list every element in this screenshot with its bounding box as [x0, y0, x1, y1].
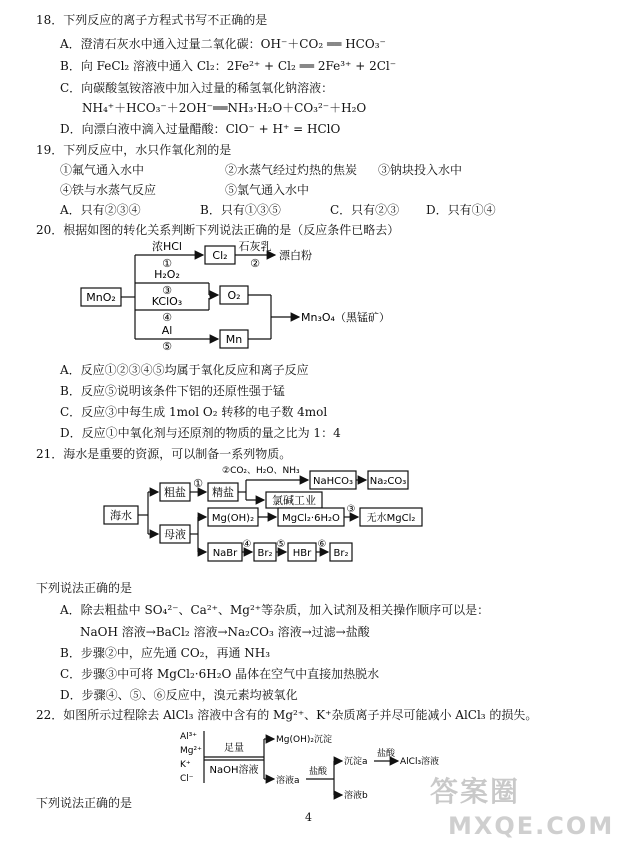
q21-option-a: A．除去粗盐中 SO₄²⁻、Ca²⁺、Mg²⁺等杂质，加入试剂及相关操作顺序可以是：	[60, 603, 490, 617]
q22-chendian-a: 沉淀a	[344, 757, 368, 767]
q20-n1: ①	[162, 257, 172, 270]
q21-option-a-sequence: NaOH 溶液→BaCl₂ 溶液→Na₂CO₃ 溶液→过滤→盐酸	[80, 625, 370, 639]
q21-br2a: Br₂	[257, 548, 273, 559]
q21-mgoh2: Mg(OH)₂	[211, 513, 255, 524]
q21-n3: ③	[346, 504, 356, 515]
q20-hcl: 浓HCl	[151, 240, 183, 253]
q20-stem: 20．根据如图的转化关系判断下列说法正确的是（反应条件已略去）	[36, 223, 400, 237]
q22-lead: 下列说法正确的是	[36, 796, 133, 810]
watermark-logo: 答案圈	[430, 775, 521, 808]
q19-option-c: C．只有②③	[330, 203, 400, 217]
q20-n5: ⑤	[162, 340, 172, 353]
q20-shihuiru: 石灰乳	[238, 240, 272, 253]
q22-rongye-b: 溶液b	[344, 791, 368, 801]
q22-stem: 22．如图所示过程除去 AlCl₃ 溶液中含有的 Mg²⁺、K⁺杂质离子并尽可能减小 AlCl₃ 的损失。	[36, 708, 538, 722]
q20-kclo3: KClO₃	[151, 295, 183, 308]
q21-cuyan: 粗盐	[164, 486, 186, 499]
q22-mgoh2: Mg(OH)₂沉淀	[276, 735, 332, 745]
q18-option-c: C．向碳酸氢铵溶液中加入过量的稀氢氧化钠溶液：	[60, 81, 334, 95]
q22-zuliang: 足量	[224, 743, 244, 754]
q19-option-d: D．只有①④	[426, 203, 496, 217]
q22-suan: 盐酸	[308, 767, 328, 777]
q22-naoh: NaOH溶液	[209, 765, 259, 776]
q20-piaobai: 漂白粉	[279, 249, 312, 262]
q21-wushui: 无水MgCl₂	[366, 513, 416, 524]
q21-na2co3: Na₂CO₃	[369, 476, 407, 487]
q19-option-b: B．只有①③⑤	[200, 203, 281, 217]
q22-diagram	[178, 727, 443, 799]
q21-option-c: C．步骤③中可将 MgCl₂·6H₂O 晶体在空气中直接加热脱水	[60, 667, 380, 681]
q18-option-a: A．澄清石灰水中通入过量二氧化碳：OH⁻＋CO₂ ══ HCO₃⁻	[60, 37, 386, 51]
q21-muye: 母液	[164, 528, 186, 541]
q21-option-b: B．步骤②中，应先通 CO₂，再通 NH₃	[60, 646, 271, 660]
q19-item-3: ③钠块投入水中	[378, 163, 463, 177]
q18-option-d: D．向漂白液中滴入过量醋酸：ClO⁻ + H⁺ = HClO	[60, 122, 341, 136]
q22-suan2: 盐酸	[376, 749, 396, 759]
q20-diagram	[75, 238, 390, 356]
q20-mn: Mn	[225, 333, 243, 346]
q21-mgcl2: MgCl₂·6H₂O	[282, 513, 340, 524]
q19-item-2: ②水蒸气经过灼热的焦炭	[225, 163, 358, 177]
q19-item-4: ④铁与水蒸气反应	[60, 183, 157, 197]
q22-rongye-a: 溶液a	[276, 776, 300, 786]
q20-cl2: Cl₂	[212, 249, 228, 262]
q21-n6: ⑥	[317, 539, 327, 550]
q19-stem: 19．下列反应中，水只作氧化剂的是	[36, 143, 232, 157]
q18-option-b: B．向 FeCl₂ 溶液中通入 Cl₂：2Fe²⁺ + Cl₂ ══ 2Fe³⁺ + 2Cl⁻	[60, 59, 397, 73]
q21-n4: ④	[242, 539, 252, 550]
q20-al: Al	[161, 324, 173, 337]
q21-nabr: NaBr	[212, 548, 238, 559]
q21-step2: ②CO₂、H₂O、NH₃	[222, 466, 300, 476]
q20-n4: ④	[162, 311, 172, 324]
q18-stem: 18．下列反应的离子方程式书写不正确的是	[36, 13, 268, 27]
q22-alcl3: AlCl₃溶液	[400, 757, 440, 767]
q18-option-c-equation: NH₄⁺＋HCO₃⁻＋2OH⁻══NH₃·H₂O＋CO₃²⁻＋H₂O	[82, 101, 367, 115]
q21-nahco3: NaHCO₃	[313, 476, 353, 487]
q21-option-d: D．步骤④、⑤、⑥反应中，溴元素均被氧化	[60, 688, 298, 702]
q19-option-a: A．只有②③④	[60, 203, 141, 217]
q21-jingyan: 精盐	[212, 486, 234, 499]
q22-ion-4: Cl⁻	[180, 774, 194, 784]
q20-n2: ②	[250, 257, 260, 270]
q22-ion-3: K⁺	[180, 760, 191, 770]
q21-lujian: 氯碱工业	[272, 494, 316, 507]
q22-ion-2: Mg²⁺	[180, 746, 202, 756]
q21-haishui: 海水	[110, 509, 132, 522]
q21-lead: 下列说法正确的是	[36, 581, 133, 595]
q21-n5: ⑤	[276, 539, 286, 550]
q20-o2: O₂	[227, 289, 241, 302]
page-number: 4	[305, 811, 312, 824]
q20-option-d: D．反应①中氧化剂与还原剂的物质的量之比为 1：4	[60, 426, 341, 440]
watermark-url: MXQE.COM	[448, 812, 615, 840]
q19-item-1: ①氟气通入水中	[60, 163, 145, 177]
q22-ion-1: Al³⁺	[180, 732, 198, 742]
q21-diagram	[100, 460, 430, 572]
q21-br2b: Br₂	[333, 548, 349, 559]
q21-stem: 21．海水是重要的资源，可以制备一系列物质。	[36, 447, 292, 461]
q20-option-a: A．反应①②③④⑤均属于氧化反应和离子反应	[60, 363, 309, 377]
q21-n1: ①	[193, 477, 203, 490]
q20-option-c: C．反应③中每生成 1mol O₂ 转移的电子数 4mol	[60, 405, 328, 419]
q20-n3: ③	[162, 284, 172, 297]
q20-mno2: MnO₂	[86, 291, 116, 304]
q20-option-b: B．反应⑤说明该条件下铝的还原性强于锰	[60, 384, 285, 398]
q20-h2o2: H₂O₂	[154, 268, 180, 281]
q21-hbr: HBr	[292, 548, 312, 559]
q19-item-5: ⑤氯气通入水中	[225, 183, 310, 197]
q20-mn3o4: Mn₃O₄（黑锰矿）	[301, 311, 390, 324]
